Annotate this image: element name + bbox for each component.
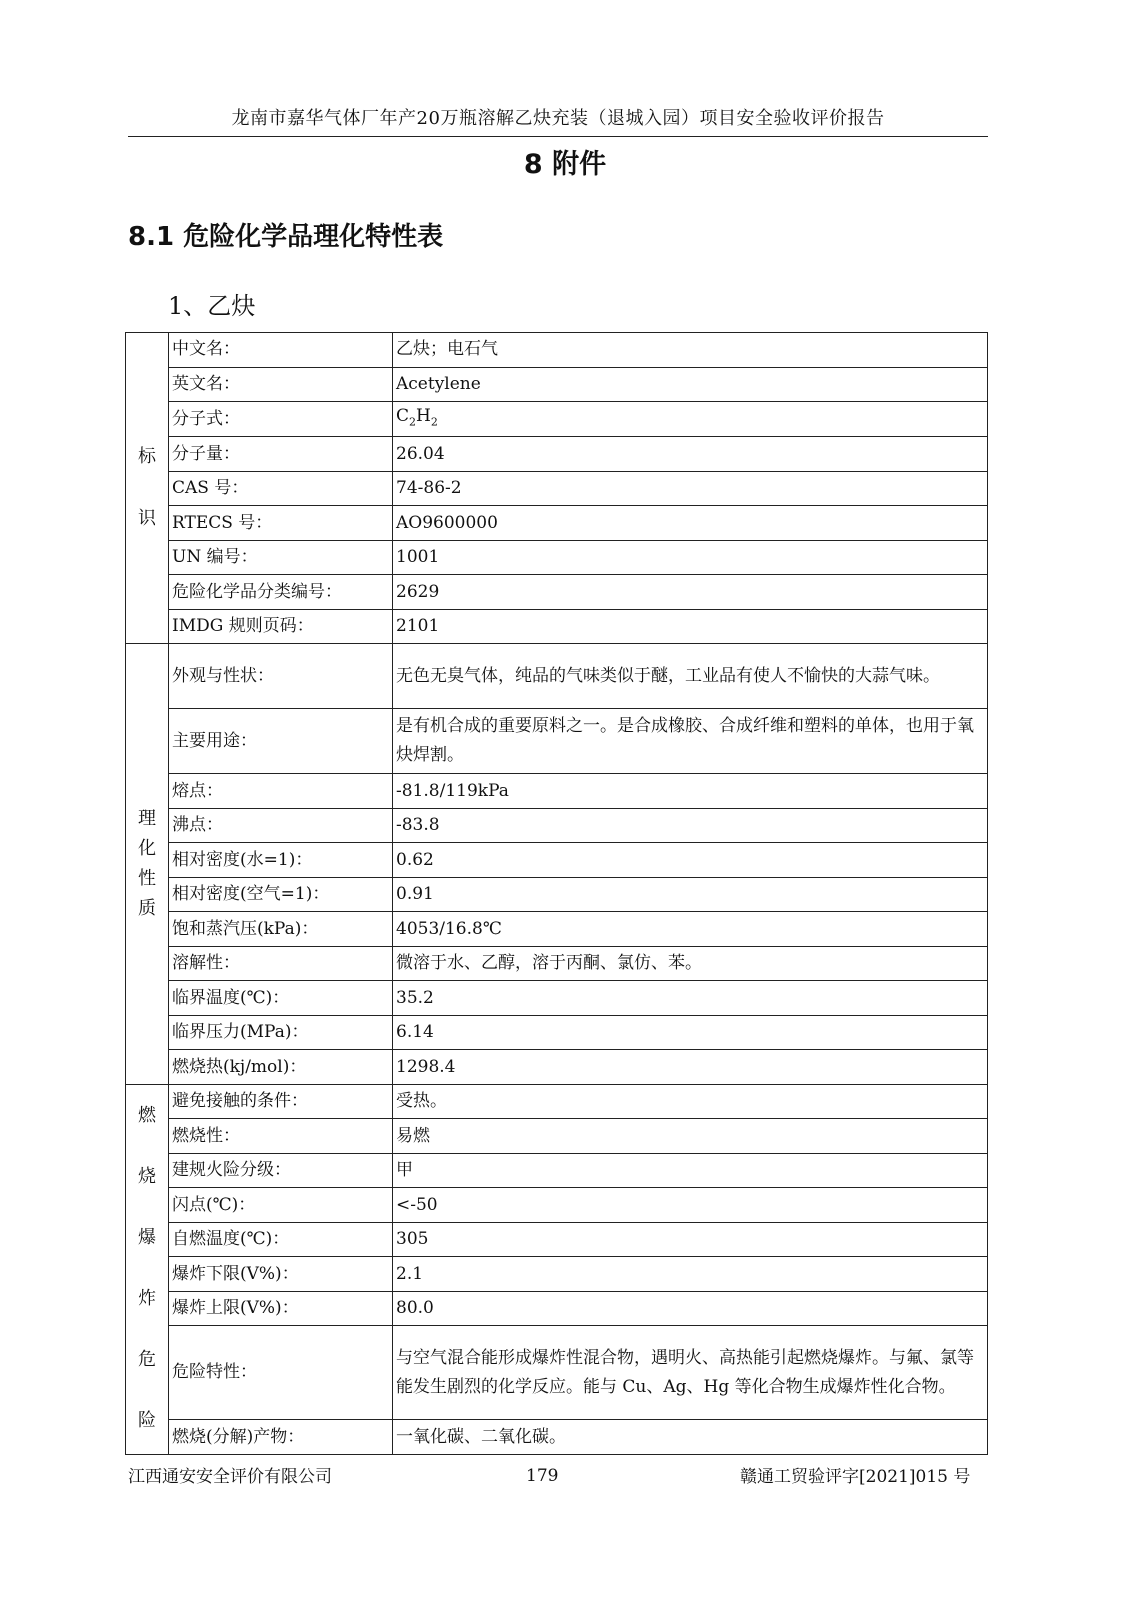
- table-row: [126, 540, 988, 575]
- table-row: [126, 506, 988, 541]
- subsection-title: 1、乙炔: [168, 292, 256, 320]
- table-row: [126, 437, 988, 472]
- property-label: 英文名：: [169, 367, 393, 402]
- page-number: 179: [526, 1466, 559, 1486]
- table-row: [126, 981, 988, 1016]
- table-row: [126, 1326, 988, 1420]
- table-row: [126, 402, 988, 437]
- property-value: $C_2H_2$: [393, 402, 988, 437]
- table-row: [126, 808, 988, 843]
- property-label: 爆炸下限(V%)：: [169, 1257, 393, 1292]
- property-value: -83.8: [393, 808, 988, 843]
- property-label: 熔点：: [169, 774, 393, 809]
- group-identification: [126, 333, 169, 644]
- table-row: [126, 877, 988, 912]
- property-label: 燃烧性：: [169, 1119, 393, 1154]
- property-value: -81.8/119kPa: [393, 774, 988, 809]
- property-label: CAS 号：: [169, 471, 393, 506]
- table-row: [126, 1222, 988, 1257]
- property-label: 临界压力(MPa)：: [169, 1015, 393, 1050]
- table-row: [126, 471, 988, 506]
- table-row: [126, 367, 988, 402]
- property-label: 分子量：: [169, 437, 393, 472]
- property-value: 甲: [393, 1153, 988, 1188]
- property-value: 1298.4: [393, 1050, 988, 1085]
- footer-document-number: 赣通工贸验评字[2021]015 号: [740, 1467, 971, 1487]
- table-row: [126, 1188, 988, 1223]
- property-label: 燃烧(分解)产物：: [169, 1420, 393, 1455]
- property-value: 易燃: [393, 1119, 988, 1154]
- table-row: [126, 1119, 988, 1154]
- table-row: [126, 843, 988, 878]
- table-row: [126, 1050, 988, 1085]
- chemical-properties-table: [125, 332, 988, 1455]
- chapter-title: 8 附件: [523, 149, 607, 180]
- property-value: 2629: [393, 575, 988, 610]
- group-label: 理化性质: [138, 808, 156, 920]
- property-value: 74-86-2: [393, 471, 988, 506]
- property-label: 建规火险分级：: [169, 1153, 393, 1188]
- table-row: [126, 1420, 988, 1455]
- table-row: [126, 1257, 988, 1292]
- property-label: 分子式：: [169, 402, 393, 437]
- property-value: 6.14: [393, 1015, 988, 1050]
- property-value: 与空气混合能形成爆炸性混合物，遇明火、高热能引起燃烧爆炸。与氟、氯等能发生剧烈的化学反应。能与 Cu、Ag、Hg 等化合物生成爆炸性化合物。: [393, 1326, 988, 1420]
- property-value: 35.2: [393, 981, 988, 1016]
- property-label: 危险化学品分类编号：: [169, 575, 393, 610]
- property-value: AO9600000: [393, 506, 988, 541]
- property-label: 爆炸上限(V%)：: [169, 1291, 393, 1326]
- property-label: 溶解性：: [169, 946, 393, 981]
- property-label: 主要用途：: [169, 709, 393, 774]
- property-value: 2101: [393, 609, 988, 644]
- group-label: 燃烧爆炸危险: [138, 1104, 156, 1431]
- table-row: [126, 1015, 988, 1050]
- property-label: 沸点：: [169, 808, 393, 843]
- property-value: 2.1: [393, 1257, 988, 1292]
- property-label: 闪点(℃)：: [169, 1188, 393, 1223]
- property-label: IMDG 规则页码：: [169, 609, 393, 644]
- report-header-title: 龙南市嘉华气体厂年产20万瓶溶解乙炔充装（退城入园）项目安全验收评价报告: [128, 104, 988, 137]
- section-title: 8.1 危险化学品理化特性表: [128, 222, 444, 252]
- footer-company: 江西通安安全评价有限公司: [128, 1467, 332, 1487]
- property-value: Acetylene: [393, 367, 988, 402]
- property-label: UN 编号：: [169, 540, 393, 575]
- table-row: [126, 333, 988, 368]
- property-value: 4053/16.8℃: [393, 912, 988, 947]
- property-label: 中文名：: [169, 333, 393, 368]
- table-row: [126, 575, 988, 610]
- property-value: 一氧化碳、二氧化碳。: [393, 1420, 988, 1455]
- property-value: 是有机合成的重要原料之一。是合成橡胶、合成纤维和塑料的单体，也用于氧炔焊割。: [393, 709, 988, 774]
- property-value: 26.04: [393, 437, 988, 472]
- table-row: [126, 1153, 988, 1188]
- property-value: 0.62: [393, 843, 988, 878]
- table-row: [126, 912, 988, 947]
- group-label: 标识: [138, 446, 156, 530]
- property-label: 自燃温度(℃)：: [169, 1222, 393, 1257]
- property-label: RTECS 号：: [169, 506, 393, 541]
- table-row: [126, 609, 988, 644]
- property-label: 相对密度(水=1)：: [169, 843, 393, 878]
- table-row: [126, 774, 988, 809]
- table-row: [126, 709, 988, 774]
- group-physchem: [126, 644, 169, 1085]
- property-label: 外观与性状：: [169, 644, 393, 709]
- property-label: 避免接触的条件：: [169, 1084, 393, 1119]
- property-label: 危险特性：: [169, 1326, 393, 1420]
- table-row: [126, 1291, 988, 1326]
- property-value: 0.91: [393, 877, 988, 912]
- property-value: 乙炔；电石气: [393, 333, 988, 368]
- table-row: [126, 946, 988, 981]
- property-value: 受热。: [393, 1084, 988, 1119]
- table-row: [126, 644, 988, 709]
- property-label: 饱和蒸汽压(kPa)：: [169, 912, 393, 947]
- property-value: 80.0: [393, 1291, 988, 1326]
- property-label: 临界温度(℃)：: [169, 981, 393, 1016]
- property-value: 305: [393, 1222, 988, 1257]
- property-label: 燃烧热(kj/mol)：: [169, 1050, 393, 1085]
- property-value: 无色无臭气体，纯品的气味类似于醚，工业品有使人不愉快的大蒜气味。: [393, 644, 988, 709]
- property-value: <-50: [393, 1188, 988, 1223]
- property-value: 微溶于水、乙醇，溶于丙酮、氯仿、苯。: [393, 946, 988, 981]
- group-fire-hazard: [126, 1084, 169, 1454]
- property-label: 相对密度(空气=1)：: [169, 877, 393, 912]
- table-row: [126, 1084, 988, 1119]
- property-value: 1001: [393, 540, 988, 575]
